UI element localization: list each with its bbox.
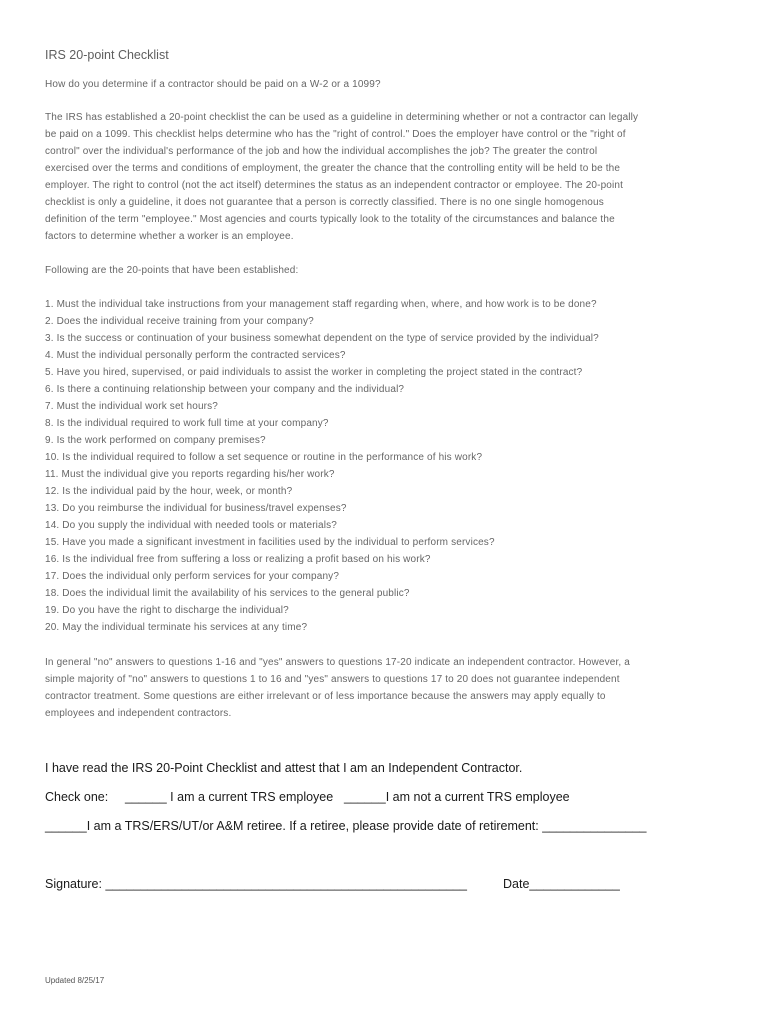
general-line: simple majority of "no" answers to questions 1 to 16 and "yes" answers to questions 17 to 20 does not guarantee independent bbox=[45, 674, 620, 685]
intro-question: How do you determine if a contractor should be paid on a W-2 or a 1099? bbox=[45, 79, 381, 90]
checklist-item: 20. May the individual terminate his services at any time? bbox=[45, 622, 308, 633]
not-current-trs-employee-option[interactable]: ______I am not a current TRS employee bbox=[344, 790, 570, 804]
checklist-item: 17. Does the individual only perform services for your company? bbox=[45, 571, 340, 582]
general-line: contractor treatment. Some questions are either irrelevant or of less importance because the answers may apply equally to bbox=[45, 691, 606, 702]
checklist-item: 14. Do you supply the individual with needed tools or materials? bbox=[45, 520, 337, 531]
attestation-statement: I have read the IRS 20-Point Checklist and attest that I am an Independent Contractor. bbox=[45, 761, 523, 775]
general-line: In general "no" answers to questions 1-16 and "yes" answers to questions 17-20 indicate an independent contractor. However, a bbox=[45, 657, 630, 668]
updated-footer: Updated 8/25/17 bbox=[45, 976, 105, 985]
intro-line: definition of the term "employee." Most agencies and courts typically look to the totality of the circumstances and balance the bbox=[45, 214, 615, 225]
signature-field[interactable]: Signature: ____________________________________________________ bbox=[45, 877, 467, 891]
points-intro: Following are the 20-points that have been established: bbox=[45, 265, 299, 276]
checklist-item: 1. Must the individual take instructions from your management staff regarding when, where, and how work is to be done? bbox=[45, 299, 597, 310]
checklist-item: 5. Have you hired, supervised, or paid individuals to assist the worker in completing the project stated in the contract? bbox=[45, 367, 583, 378]
checklist-item: 9. Is the work performed on company premises? bbox=[45, 435, 266, 446]
checklist-item: 12. Is the individual paid by the hour, week, or month? bbox=[45, 486, 293, 497]
current-trs-employee-option[interactable]: ______ I am a current TRS employee bbox=[125, 790, 334, 804]
intro-line: control" over the individual's performance of the job and how the individual accomplishes the job? The greater the control bbox=[45, 146, 598, 157]
checklist-item: 8. Is the individual required to work full time at your company? bbox=[45, 418, 329, 429]
intro-line: employer. The right to control (not the act itself) determines the status as an independent contractor or employee. The 20-point bbox=[45, 180, 624, 191]
intro-line: checklist is only a guideline, it does not guarantee that a person is correctly classified. There is no one single homogenous bbox=[45, 197, 604, 208]
checklist-item: 15. Have you made a significant investment in facilities used by the individual to perform services? bbox=[45, 537, 495, 548]
checklist-item: 13. Do you reimburse the individual for business/travel expenses? bbox=[45, 503, 347, 514]
checklist-item: 4. Must the individual personally perform the contracted services? bbox=[45, 350, 346, 361]
checklist-item: 2. Does the individual receive training from your company? bbox=[45, 316, 314, 327]
checklist-item: 7. Must the individual work set hours? bbox=[45, 401, 219, 412]
checklist-item: 18. Does the individual limit the availability of his services to the general public? bbox=[45, 588, 410, 599]
checklist-item: 10. Is the individual required to follow a set sequence or routine in the performance of his work? bbox=[45, 452, 483, 463]
checklist-item: 6. Is there a continuing relationship between your company and the individual? bbox=[45, 384, 405, 395]
date-field[interactable]: Date_____________ bbox=[503, 877, 620, 891]
intro-line: be paid on a 1099. This checklist helps determine who has the "right of control." Does the employer have control or the "right of bbox=[45, 129, 626, 140]
intro-line: factors to determine whether a worker is an employee. bbox=[45, 231, 294, 242]
checklist-item: 11. Must the individual give you reports regarding his/her work? bbox=[45, 469, 335, 480]
page-title: IRS 20-point Checklist bbox=[45, 48, 169, 62]
checklist-item: 3. Is the success or continuation of your business somewhat dependent on the type of service provided by the individual? bbox=[45, 333, 599, 344]
intro-line: The IRS has established a 20-point checklist the can be used as a guideline in determining whether or not a contractor can legally bbox=[45, 112, 639, 123]
intro-line: exercised over the terms and conditions of employment, the greater the chance that the controlling entity will be held to be the bbox=[45, 163, 621, 174]
checklist-item: 19. Do you have the right to discharge the individual? bbox=[45, 605, 289, 616]
checklist-item: 16. Is the individual free from suffering a loss or realizing a profit based on his work? bbox=[45, 554, 431, 565]
check-one-label: Check one: bbox=[45, 790, 109, 804]
general-line: employees and independent contractors. bbox=[45, 708, 232, 719]
retiree-date-field[interactable]: ______I am a TRS/ERS/UT/or A&M retiree. If a retiree, please provide date of retirement: _______________ bbox=[45, 819, 647, 833]
